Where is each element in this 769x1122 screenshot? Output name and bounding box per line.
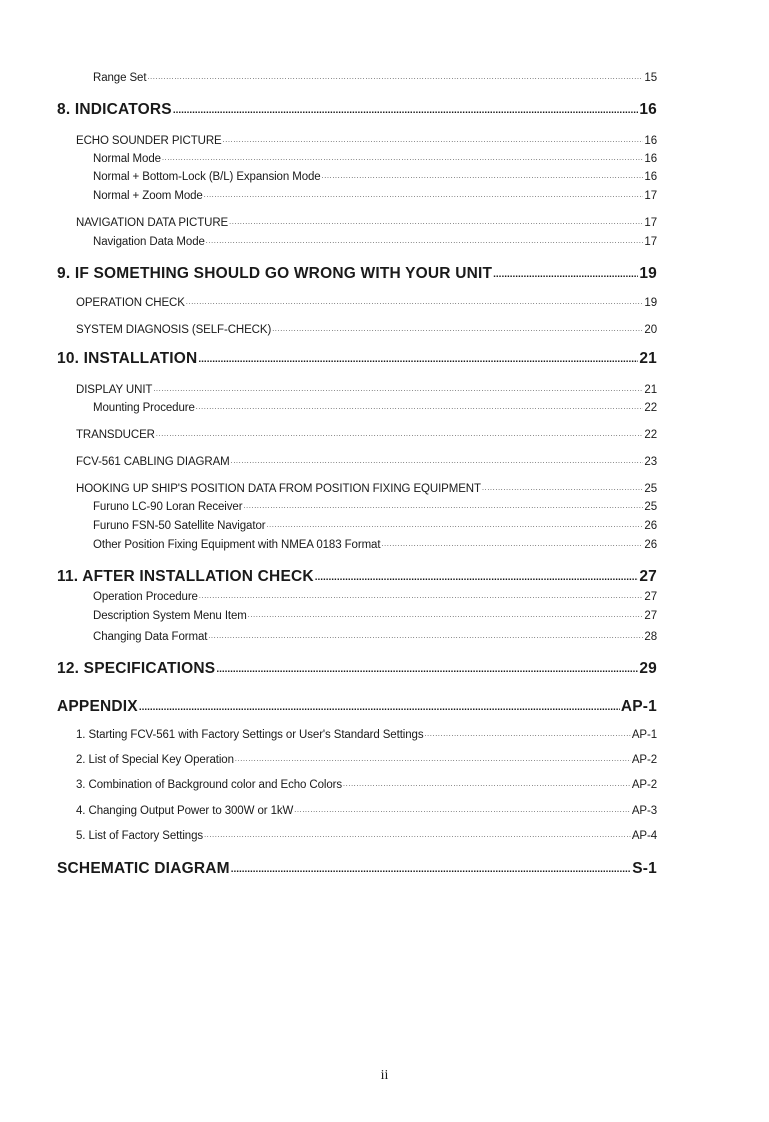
toc-entry-page: 23 — [644, 456, 657, 468]
toc-entry-title: Operation Procedure — [93, 591, 198, 603]
dot-leader — [266, 521, 643, 533]
toc-entry-title: Normal Mode — [93, 153, 161, 165]
toc-entry-page: 27 — [644, 591, 657, 603]
toc-chapter-entry — [57, 660, 657, 678]
toc-entry-title: 4. Changing Output Power to 300W or 1kW — [76, 805, 294, 817]
toc-entry-title: 3. Combination of Background color and Echo Colors — [76, 779, 343, 791]
dot-leader — [243, 502, 643, 514]
toc-subsection-entry — [93, 152, 657, 166]
toc-entry-title: Description System Menu Item — [93, 610, 247, 622]
toc-entry-page: 22 — [644, 402, 657, 414]
toc-entry-title: Changing Data Format — [93, 631, 208, 643]
toc-entry-title: 12. SPECIFICATIONS — [57, 660, 216, 677]
toc-entry-title: SCHEMATIC DIAGRAM — [57, 860, 230, 877]
dot-leader — [231, 457, 644, 469]
dot-leader — [235, 755, 631, 767]
toc-entry-page: AP-1 — [620, 698, 657, 715]
toc-entry-title: Range Set — [93, 72, 147, 84]
toc-chapter-entry — [57, 265, 657, 283]
dot-leader — [343, 780, 631, 792]
toc-section-entry — [76, 134, 657, 148]
dot-leader — [216, 664, 638, 678]
toc-subsection-entry — [93, 189, 657, 203]
toc-entry-page: 29 — [639, 660, 657, 677]
toc-subsection-entry — [93, 235, 657, 249]
toc-chapter-entry — [57, 568, 657, 586]
dot-leader — [196, 403, 644, 415]
toc-entry-title: 8. INDICATORS — [57, 101, 172, 118]
toc-entry-title: Navigation Data Mode — [93, 236, 205, 248]
toc-entry-page: 28 — [644, 631, 657, 643]
toc-chapter-entry — [57, 860, 657, 878]
toc-entry-title: Normal + Zoom Mode — [93, 190, 203, 202]
toc-section-entry — [76, 728, 657, 742]
toc-subsection-entry — [93, 170, 657, 184]
toc-entry-page: 27 — [644, 610, 657, 622]
toc-entry-title: FCV-561 CABLING DIAGRAM — [76, 456, 230, 468]
dot-leader — [272, 325, 643, 337]
toc-entry-page: 25 — [644, 501, 657, 513]
toc-section-entry — [76, 829, 657, 843]
dot-leader — [315, 572, 639, 586]
dot-leader — [173, 105, 638, 119]
dot-leader — [139, 702, 620, 716]
toc-subsection-entry — [93, 590, 657, 604]
toc-entry-page: 19 — [644, 297, 657, 309]
toc-entry-title: OPERATION CHECK — [76, 297, 185, 309]
toc-subsection-entry — [93, 401, 657, 415]
toc-entry-page: AP-2 — [631, 754, 657, 766]
toc-subsection-entry — [93, 71, 657, 85]
dot-leader — [223, 136, 644, 148]
dot-leader — [204, 831, 631, 843]
dot-leader — [322, 172, 644, 184]
toc-section-entry — [76, 455, 657, 469]
toc-entry-title: Furuno FSN-50 Satellite Navigator — [93, 520, 266, 532]
page-number: ii — [380, 1068, 389, 1083]
dot-leader — [147, 73, 643, 85]
dot-leader — [153, 385, 643, 397]
toc-entry-page: 16 — [644, 135, 657, 147]
toc-section-entry — [76, 323, 657, 337]
toc-subsection-entry — [93, 609, 657, 623]
toc-entry-title: TRANSDUCER — [76, 429, 155, 441]
toc-entry-title: 5. List of Factory Settings — [76, 830, 204, 842]
toc-section-entry — [76, 383, 657, 397]
toc-entry-page: 17 — [644, 190, 657, 202]
toc-chapter-entry — [57, 101, 657, 119]
dot-leader — [206, 237, 644, 249]
toc-section-entry — [76, 296, 657, 310]
toc-section-entry — [76, 428, 657, 442]
dot-leader — [156, 430, 644, 442]
toc-entry-title: ECHO SOUNDER PICTURE — [76, 135, 222, 147]
toc-entry-page: 15 — [644, 72, 657, 84]
toc-entry-title: 10. INSTALLATION — [57, 350, 198, 367]
dot-leader — [204, 191, 644, 203]
toc-entry-title: Other Position Fixing Equipment with NMEA 0183 Format — [93, 539, 381, 551]
toc-entry-page: 16 — [644, 153, 657, 165]
toc-entry-page: 16 — [639, 101, 657, 118]
toc-section-entry — [76, 804, 657, 818]
toc-entry-page: 17 — [644, 236, 657, 248]
dot-leader — [208, 632, 643, 644]
toc-entry-page: 17 — [644, 217, 657, 229]
toc-entry-page: 26 — [644, 539, 657, 551]
toc-entry-page: 27 — [639, 568, 657, 585]
toc-entry-page: 25 — [644, 483, 657, 495]
toc-entry-page: 22 — [644, 429, 657, 441]
toc-entry-title: Normal + Bottom-Lock (B/L) Expansion Mode — [93, 171, 321, 183]
toc-section-entry — [76, 216, 657, 230]
toc-subsection-entry — [93, 519, 657, 533]
toc-entry-page: 19 — [639, 265, 657, 282]
toc-subsection-entry — [93, 500, 657, 514]
dot-leader — [198, 354, 638, 368]
toc-section-entry — [76, 753, 657, 767]
dot-leader — [162, 154, 643, 166]
toc-entry-page: 16 — [644, 171, 657, 183]
dot-leader — [229, 218, 643, 230]
toc-chapter-entry — [57, 698, 657, 716]
toc-entry-page: AP-1 — [631, 729, 657, 741]
toc-entry-title: DISPLAY UNIT — [76, 384, 153, 396]
dot-leader — [482, 484, 643, 496]
dot-leader — [424, 730, 630, 742]
toc-entry-page: 21 — [639, 350, 657, 367]
toc-entry-title: APPENDIX — [57, 698, 138, 715]
dot-leader — [493, 269, 638, 283]
toc-section-entry — [76, 778, 657, 792]
toc-entry-title: 9. IF SOMETHING SHOULD GO WRONG WITH YOUR UNIT — [57, 265, 493, 282]
dot-leader — [248, 611, 644, 623]
toc-entry-page: AP-2 — [631, 779, 657, 791]
toc-entry-title: HOOKING UP SHIP'S POSITION DATA FROM POSITION FIXING EQUIPMENT — [76, 483, 481, 495]
toc-entry-page: AP-3 — [631, 805, 657, 817]
toc-entry-page: 26 — [644, 520, 657, 532]
toc-entry-page: S-1 — [632, 860, 657, 877]
dot-leader — [186, 298, 644, 310]
dot-leader — [199, 592, 644, 604]
dot-leader — [294, 806, 631, 818]
toc-entry-title: NAVIGATION DATA PICTURE — [76, 217, 229, 229]
toc-entry-title: 2. List of Special Key Operation — [76, 754, 234, 766]
toc-subsection-entry — [93, 630, 657, 644]
toc-subsection-entry — [93, 538, 657, 552]
toc-entry-title: SYSTEM DIAGNOSIS (SELF-CHECK) — [76, 324, 272, 336]
toc-entry-title: 1. Starting FCV-561 with Factory Settings or User's Standard Settings — [76, 729, 424, 741]
toc-chapter-entry — [57, 350, 657, 368]
toc-entry-page: 21 — [644, 384, 657, 396]
toc-section-entry — [76, 482, 657, 496]
toc-entry-title: 11. AFTER INSTALLATION CHECK — [57, 568, 314, 585]
dot-leader — [381, 540, 643, 552]
toc-entry-page: 20 — [644, 324, 657, 336]
dot-leader — [231, 864, 632, 878]
toc-entry-page: AP-4 — [631, 830, 657, 842]
toc-entry-title: Mounting Procedure — [93, 402, 195, 414]
toc-entry-title: Furuno LC-90 Loran Receiver — [93, 501, 243, 513]
